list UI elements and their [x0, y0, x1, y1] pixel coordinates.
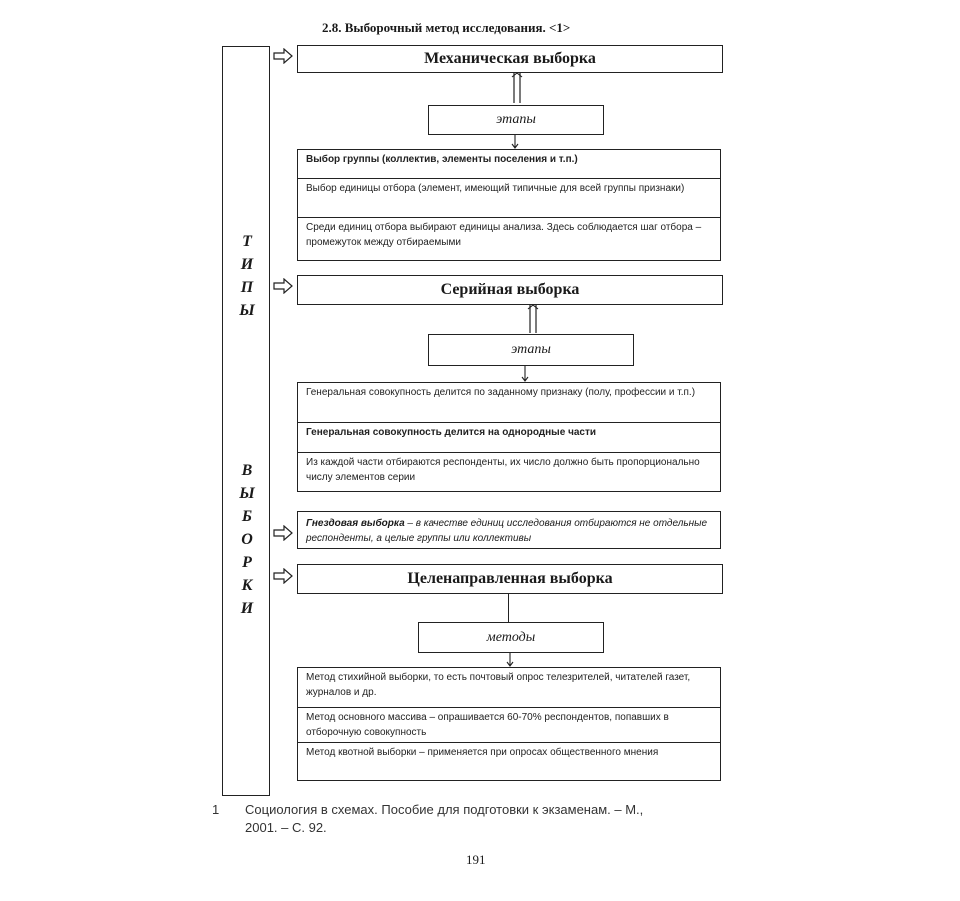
list-item: Генеральная совокупность делится на однородные части [298, 423, 720, 453]
serial-stages-box: этапы [428, 334, 634, 366]
side-letter: Ы [239, 302, 255, 319]
mechanical-steps-list [297, 149, 721, 261]
side-letter: Б [241, 508, 253, 525]
side-letter: Р [242, 554, 252, 571]
side-letter: В [241, 462, 253, 479]
side-letter: Ы [239, 485, 255, 502]
footnote-line-1: Социология в схемах. Пособие для подготовки к экзаменам. – М., [245, 802, 644, 817]
nest-sample-title: Гнездовая выборка [306, 518, 405, 529]
arrow-right-icon [273, 48, 293, 64]
list-item: Метод квотной выборки – применяется при опросах общественного мнения [306, 747, 659, 758]
footnote-line-2: 2001. – С. 92. [245, 820, 327, 835]
targeted-methods-box: методы [418, 622, 604, 653]
targeted-methods-list [297, 667, 721, 781]
mechanical-stages-box: этапы [428, 105, 604, 135]
serial-sample-header: Серийная выборка [297, 275, 723, 305]
arrow-right-icon [273, 278, 293, 294]
targeted-sample-header: Целенаправленная выборка [297, 564, 723, 594]
list-item: Выбор группы (коллектив, элементы поселения и т.п.) [298, 150, 720, 179]
side-letter: О [241, 531, 253, 548]
side-letter: И [240, 256, 254, 273]
page-title: 2.8. Выборочный метод исследования. <1> [322, 20, 571, 35]
nest-sample-text: – в качестве единиц исследования отбираются не отдельные респонденты, а целые группы или коллективы [306, 518, 708, 544]
arrow-right-icon [273, 568, 293, 584]
footnote-marker: 1 [212, 802, 220, 817]
list-item: Из каждой части отбираются респонденты, их число должно быть пропорционально числу элементов серии [306, 457, 700, 483]
side-letter: К [241, 577, 253, 594]
list-item: Метод стихийной выборки, то есть почтовый опрос телезрителей, читателей газет, журналов и др. [298, 668, 720, 708]
list-item: Среди единиц отбора выбирают единицы анализа. Здесь соблюдается шаг отбора – промежуток между отбираемыми [306, 222, 702, 248]
arrow-right-icon [273, 525, 293, 541]
connector-line [508, 594, 509, 622]
side-letter: Т [242, 233, 252, 250]
page-number: 191 [466, 852, 486, 867]
list-item: Метод основного массива – опрашивается 60-70% респондентов, попавших в отборочную совокупность [298, 708, 720, 743]
list-item: Генеральная совокупность делится по заданному признаку (полу, профессии и т.п.) [298, 383, 720, 423]
nest-sample-box [297, 511, 721, 549]
serial-steps-list [297, 382, 721, 492]
types-of-samples-column [222, 46, 270, 796]
side-letter: И [240, 600, 254, 617]
list-item: Выбор единицы отбора (элемент, имеющий типичные для всей группы признаки) [298, 179, 720, 218]
mechanical-sample-header: Механическая выборка [297, 45, 723, 73]
side-letter: П [240, 279, 254, 296]
